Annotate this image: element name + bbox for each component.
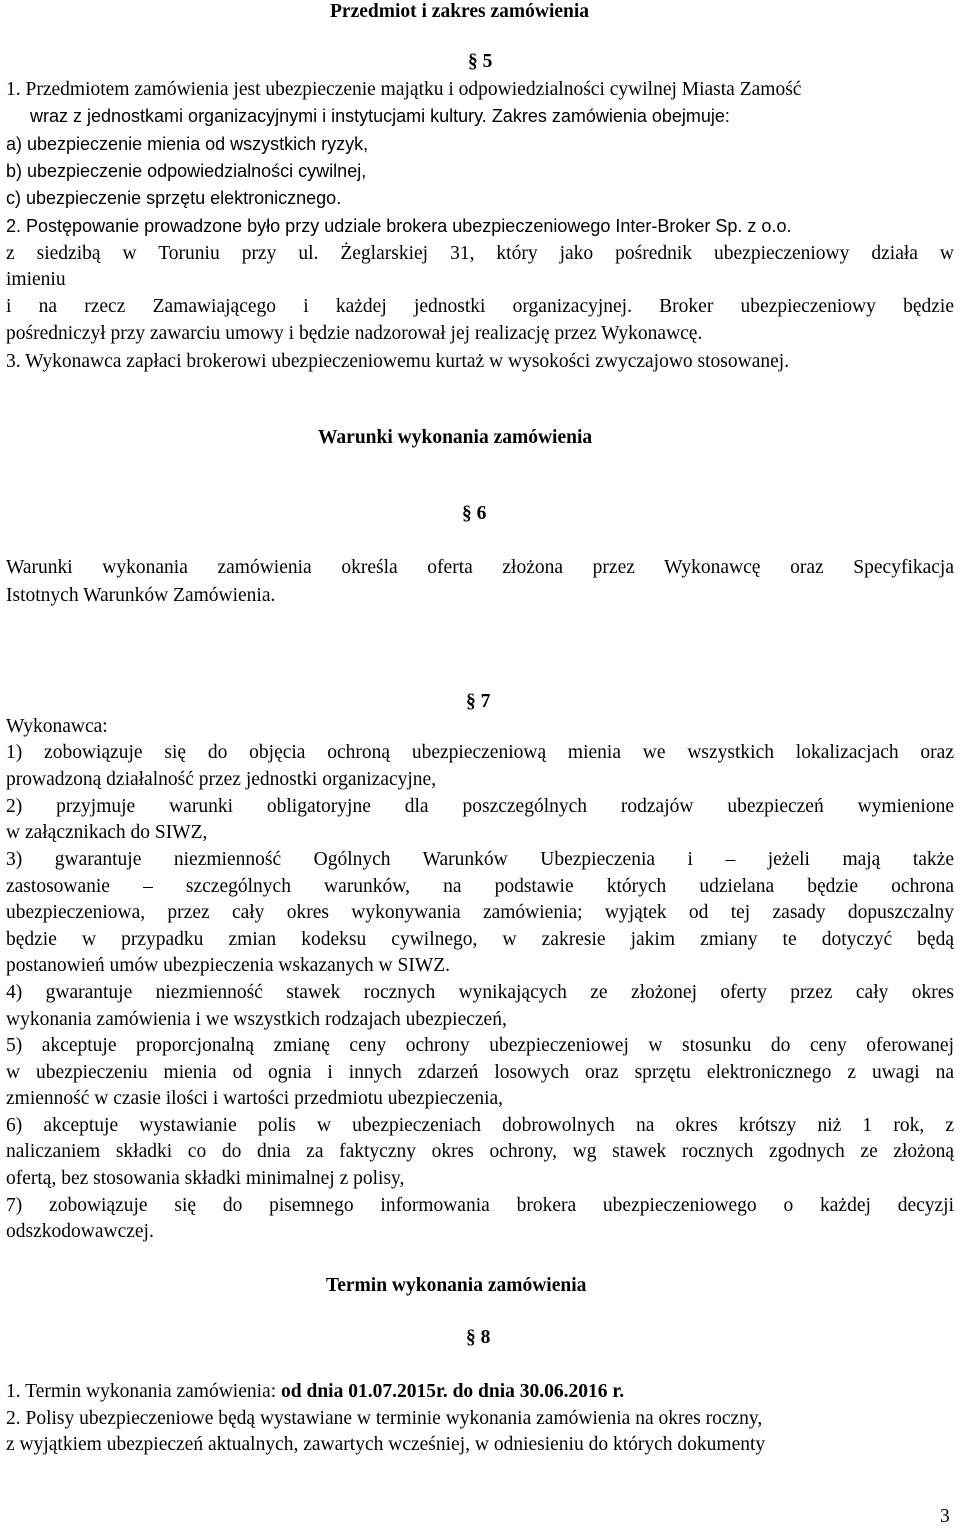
section-heading-warunki: Warunki wykonania zamówienia — [318, 427, 593, 448]
s8-date-range: od dnia 01.07.2015r. do dnia 30.06.2016 r. — [281, 1381, 625, 1402]
s5-para-2-line-2: z siedzibą w Toruniu przy ul. Żeglarskiej 31, który jako pośrednik ubezpieczeniowy działa w — [6, 243, 954, 264]
s5-para-2-line-4: i na rzecz Zamawiającego i każdej jednostki organizacyjnej. Broker ubezpieczeniowy będzie — [6, 296, 954, 317]
s5-line-2: wraz z jednostkami organizacyjnymi i instytucjami kultury. Zakres zamówienia obejmuje: — [30, 106, 730, 126]
s6-line-1: Warunki wykonania zamówienia określa oferta złożona przez Wykonawcę oraz Specyfikacja — [6, 557, 954, 578]
s7-line-4: w załącznikach do SIWZ, — [6, 822, 208, 843]
section-number-5: § 5 — [468, 51, 493, 72]
s5-item-b: b) ubezpieczenie odpowiedzialności cywilnej, — [6, 161, 367, 181]
s7-line-11: wykonania zamówienia i we wszystkich rodzajach ubezpieczeń, — [6, 1009, 507, 1030]
s5-line-1: 1. Przedmiotem zamówienia jest ubezpieczenie majątku i odpowiedzialności cywilnej Miasta Zamość — [6, 79, 802, 100]
s7-line-10: 4) gwarantuje niezmienność stawek rocznych wynikających ze złożonej oferty przez cały okres — [6, 982, 954, 1003]
s7-line-12: 5) akceptuje proporcjonalną zmianę ceny ochrony ubezpieczeniowej w stosunku do ceny oferowanej — [6, 1035, 954, 1056]
s8-line-1 — [6, 1382, 624, 1402]
s8-line-3: z wyjątkiem ubezpieczeń aktualnych, zawartych wcześniej, w odniesieniu do których dokumenty — [6, 1434, 766, 1455]
s6-line-2: Istotnych Warunków Zamówienia. — [6, 585, 276, 606]
s7-line-16: naliczaniem składki co do dnia za faktyczny okres ochrony, wg stawek rocznych zgodnych ze złożoną — [6, 1141, 954, 1162]
section-number-8: § 8 — [466, 1327, 491, 1348]
s7-line-8: będzie w przypadku zmian kodeksu cywilnego, w zakresie jakim zmiany te dotyczyć będą — [6, 929, 954, 950]
s7-heading: Wykonawca: — [6, 716, 108, 737]
section-heading-przedmiot: Przedmiot i zakres zamówienia — [330, 1, 590, 22]
s7-line-5: 3) gwarantuje niezmienność Ogólnych Warunków Ubezpieczenia i – jeżeli mają także — [6, 849, 954, 870]
s5-para-2-line-3: imieniu — [6, 269, 66, 290]
section-heading-termin: Termin wykonania zamówienia — [326, 1275, 587, 1296]
s7-line-9: postanowień umów ubezpieczenia wskazanych w SIWZ. — [6, 955, 451, 976]
s7-line-1: 1) zobowiązuje się do objęcia ochroną ubezpieczeniową mienia we wszystkich lokalizacjach oraz — [6, 742, 954, 763]
s7-line-14: zmienność w czasie ilości i wartości przedmiotu ubezpieczenia, — [6, 1088, 504, 1109]
s8-line-1-prefix: 1. Termin wykonania zamówienia: — [6, 1381, 281, 1402]
s5-para-2-line-1: 2. Postępowanie prowadzone było przy udziale brokera ubezpieczeniowego Inter-Broker Sp. z o.o. — [6, 216, 792, 236]
s7-line-2: prowadzoną działalność przez jednostki organizacyjne, — [6, 769, 437, 790]
page-number: 3 — [940, 1506, 950, 1527]
s7-line-18: 7) zobowiązuje się do pisemnego informowania brokera ubezpieczeniowego o każdej decyzji — [6, 1195, 954, 1216]
s7-line-13: w ubezpieczeniu mienia od ognia i innych zdarzeń losowych oraz sprzętu elektronicznego z uwagi na — [6, 1062, 954, 1083]
section-number-7: § 7 — [466, 691, 491, 712]
s7-line-15: 6) akceptuje wystawianie polis w ubezpieczeniach dobrowolnych na okres krótszy niż 1 rok, z — [6, 1115, 954, 1136]
s7-line-3: 2) przyjmuje warunki obligatoryjne dla poszczególnych rodzajów ubezpieczeń wymienione — [6, 796, 954, 817]
s5-para-2-line-5: pośredniczył przy zawarciu umowy i będzie nadzorował jej realizację przez Wykonawcę. — [6, 323, 703, 344]
s5-para-3: 3. Wykonawca zapłaci brokerowi ubezpieczeniowemu kurtaż w wysokości zwyczajowo stosowanej. — [6, 351, 790, 372]
s7-line-6: zastosowanie – szczególnych warunków, na podstawie których udzielana będzie ochrona — [6, 876, 954, 897]
s7-line-7: ubezpieczeniowa, przez cały okres wykonywania zamówienia; wyjątek od tej zasady dopuszczalny — [6, 902, 954, 923]
s5-item-c: c) ubezpieczenie sprzętu elektronicznego. — [6, 188, 342, 208]
section-number-6: § 6 — [462, 503, 487, 524]
s5-item-a: a) ubezpieczenie mienia od wszystkich ryzyk, — [6, 134, 369, 154]
s7-line-17: ofertą, bez stosowania składki minimalnej z polisy, — [6, 1168, 405, 1189]
s8-line-2: 2. Polisy ubezpieczeniowe będą wystawiane w terminie wykonania zamówienia na okres roczny, — [6, 1408, 763, 1429]
s7-line-19: odszkodowawczej. — [6, 1221, 154, 1242]
